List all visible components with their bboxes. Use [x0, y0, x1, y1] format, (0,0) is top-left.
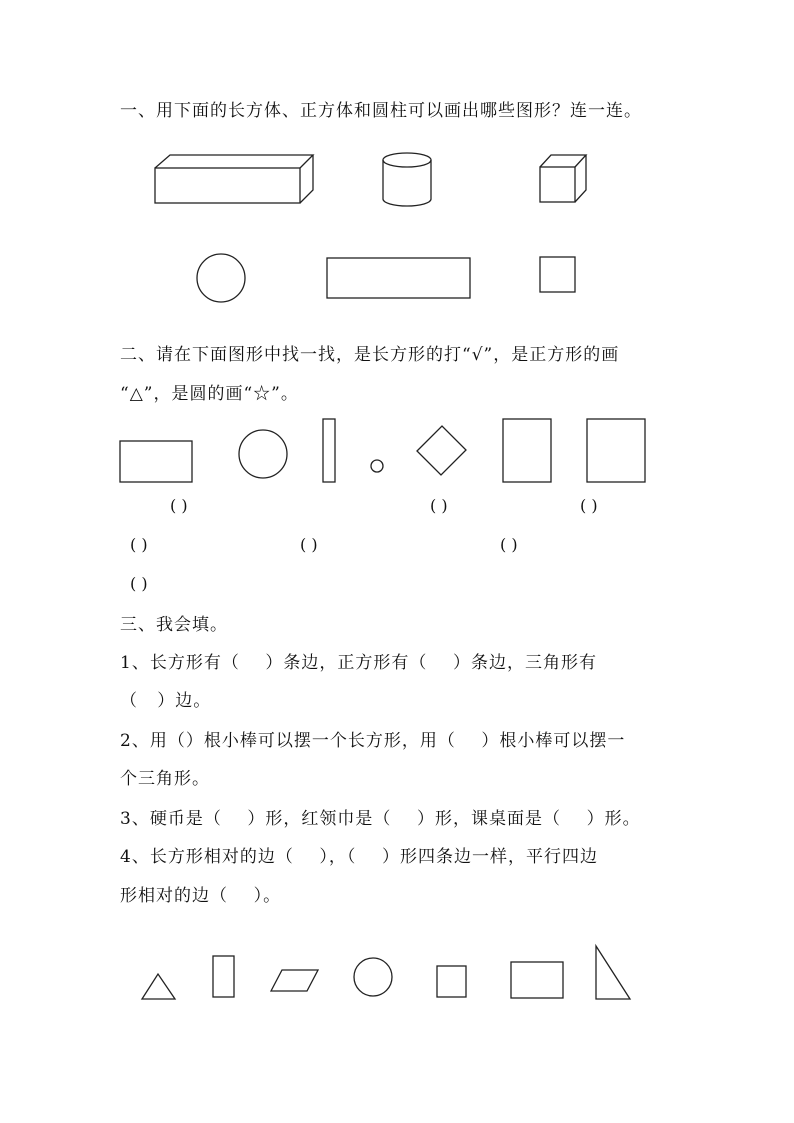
sec2-square-tilted: [417, 426, 466, 475]
answer-paren[interactable]: ( ): [130, 535, 148, 554]
section2-line2: “△”，是圆的画“☆”。: [120, 384, 299, 404]
answer-paren[interactable]: ( ): [130, 574, 148, 593]
cylinder-figure: [383, 153, 431, 206]
square-face: [540, 257, 575, 292]
q4-line1: 4、长方形相对的边（ ），（ ）形四条边一样，平行四边: [120, 847, 599, 867]
sec2-circle-small: [371, 460, 383, 472]
section1-title: 一、用下面的长方体、正方体和圆柱可以画出哪些图形？连一连。: [120, 101, 642, 121]
sec3-parallelogram: [271, 970, 318, 991]
q1-line1: 1、长方形有（ ）条边，正方形有（ ）条边，三角形有: [120, 653, 598, 673]
sec2-rectangle-tall: [503, 419, 551, 482]
section3-title: 三、我会填。: [120, 615, 228, 635]
circle-face: [197, 254, 245, 302]
q2-line2: 个三角形。: [120, 769, 210, 789]
answer-paren[interactable]: ( ): [300, 535, 318, 554]
cuboid-figure: [155, 155, 313, 203]
sec2-circle-large: [239, 430, 287, 478]
sec2-rectangle-thin: [323, 419, 335, 482]
answer-paren[interactable]: ( ): [170, 496, 188, 515]
sec3-rectangle-vertical: [213, 956, 234, 997]
sec3-right-triangle: [596, 946, 630, 999]
q1-line2: （ ）边。: [120, 691, 212, 711]
rectangle-face: [327, 258, 470, 298]
answer-paren[interactable]: ( ): [430, 496, 448, 515]
sec3-square: [437, 966, 466, 997]
q2-line1: 2、用（）根小棒可以摆一个长方形，用（ ）根小棒可以摆一: [120, 731, 626, 751]
sec2-rectangle-wide: [120, 441, 192, 482]
cube-figure: [540, 155, 586, 202]
sec3-rectangle: [511, 962, 563, 998]
answer-paren[interactable]: ( ): [500, 535, 518, 554]
sec3-triangle: [142, 974, 175, 999]
answer-paren[interactable]: ( ): [580, 496, 598, 515]
q3-line: 3、硬币是（ ）形，红领巾是（ ）形，课桌面是（ ）形。: [120, 809, 641, 829]
q4-line2: 形相对的边（ ）。: [120, 886, 282, 906]
section2-line1: 二、请在下面图形中找一找，是长方形的打“√”，是正方形的画: [120, 345, 620, 365]
sec2-square: [587, 419, 645, 482]
sec3-circle: [354, 958, 392, 996]
